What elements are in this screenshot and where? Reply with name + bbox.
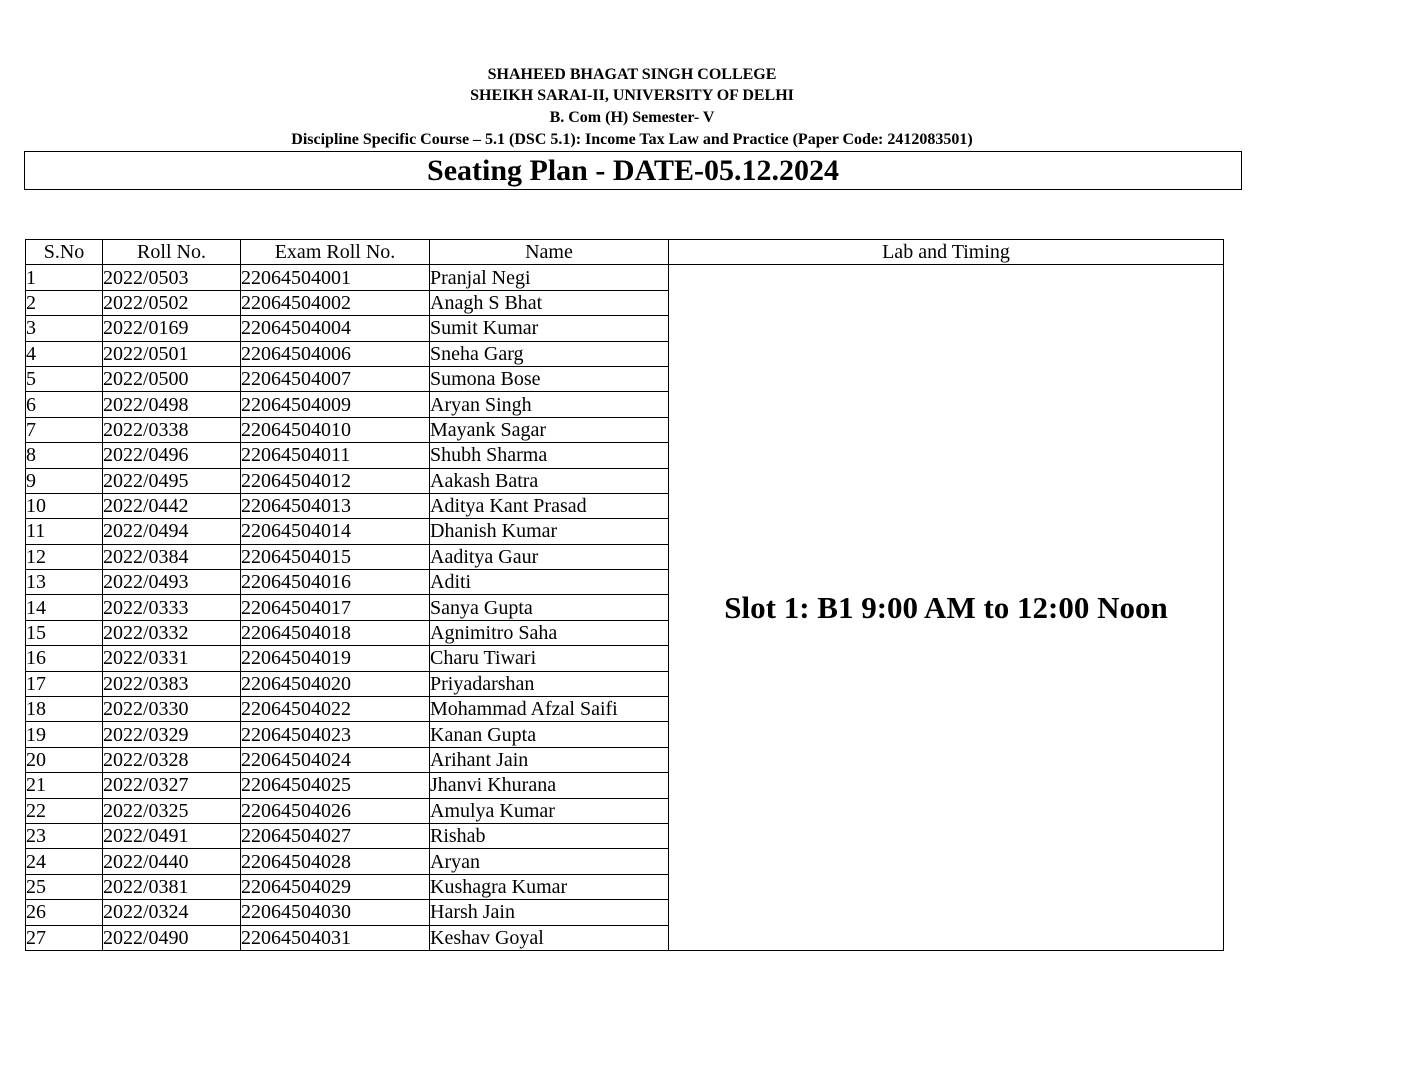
cell-roll-no: 2022/0500 (103, 366, 241, 391)
cell-sno: 22 (26, 798, 103, 823)
cell-name: Aryan Singh (430, 392, 669, 417)
cell-name: Aditi (430, 570, 669, 595)
cell-roll-no: 2022/0496 (103, 443, 241, 468)
cell-sno: 13 (26, 570, 103, 595)
cell-roll-no: 2022/0381 (103, 874, 241, 899)
cell-roll-no: 2022/0494 (103, 519, 241, 544)
cell-exam-roll-no: 22064504006 (241, 341, 430, 366)
cell-exam-roll-no: 22064504027 (241, 823, 430, 848)
cell-exam-roll-no: 22064504017 (241, 595, 430, 620)
column-header-lab-timing: Lab and Timing (669, 240, 1224, 265)
cell-roll-no: 2022/0329 (103, 722, 241, 747)
cell-name: Sumit Kumar (430, 316, 669, 341)
cell-name: Kushagra Kumar (430, 874, 669, 899)
column-header-sno: S.No (26, 240, 103, 265)
cell-name: Mayank Sagar (430, 417, 669, 442)
cell-roll-no: 2022/0325 (103, 798, 241, 823)
cell-exam-roll-no: 22064504014 (241, 519, 430, 544)
cell-name: Amulya Kumar (430, 798, 669, 823)
cell-name: Keshav Goyal (430, 925, 669, 950)
cell-roll-no: 2022/0324 (103, 900, 241, 925)
college-name: SHAHEED BHAGAT SINGH COLLEGE (487, 66, 777, 83)
college-address: SHEIKH SARAI-II, UNIVERSITY OF DELHI (470, 87, 794, 104)
cell-roll-no: 2022/0331 (103, 646, 241, 671)
cell-exam-roll-no: 22064504015 (241, 544, 430, 569)
seating-table (25, 239, 1224, 951)
cell-name: Arihant Jain (430, 747, 669, 772)
cell-name: Aakash Batra (430, 468, 669, 493)
cell-sno: 19 (26, 722, 103, 747)
cell-exam-roll-no: 22064504010 (241, 417, 430, 442)
cell-sno: 18 (26, 697, 103, 722)
cell-name: Agnimitro Saha (430, 620, 669, 645)
cell-sno: 11 (26, 519, 103, 544)
cell-sno: 2 (26, 290, 103, 315)
cell-exam-roll-no: 22064504023 (241, 722, 430, 747)
cell-roll-no: 2022/0330 (103, 697, 241, 722)
cell-sno: 3 (26, 316, 103, 341)
cell-roll-no: 2022/0384 (103, 544, 241, 569)
cell-roll-no: 2022/0333 (103, 595, 241, 620)
cell-sno: 9 (26, 468, 103, 493)
cell-exam-roll-no: 22064504011 (241, 443, 430, 468)
cell-roll-no: 2022/0442 (103, 493, 241, 518)
cell-name: Aditya Kant Prasad (430, 493, 669, 518)
cell-exam-roll-no: 22064504007 (241, 366, 430, 391)
cell-sno: 27 (26, 925, 103, 950)
cell-sno: 12 (26, 544, 103, 569)
program-name: B. Com (H) Semester- V (549, 109, 715, 126)
cell-name: Aryan (430, 849, 669, 874)
cell-name: Shubh Sharma (430, 443, 669, 468)
cell-exam-roll-no: 22064504028 (241, 849, 430, 874)
cell-name: Priyadarshan (430, 671, 669, 696)
column-header-name: Name (430, 240, 669, 265)
cell-roll-no: 2022/0502 (103, 290, 241, 315)
cell-exam-roll-no: 22064504025 (241, 773, 430, 798)
cell-exam-roll-no: 22064504016 (241, 570, 430, 595)
cell-sno: 24 (26, 849, 103, 874)
cell-name: Dhanish Kumar (430, 519, 669, 544)
cell-name: Aaditya Gaur (430, 544, 669, 569)
cell-exam-roll-no: 22064504022 (241, 697, 430, 722)
cell-roll-no: 2022/0332 (103, 620, 241, 645)
cell-sno: 26 (26, 900, 103, 925)
cell-exam-roll-no: 22064504004 (241, 316, 430, 341)
cell-name: Pranjal Negi (430, 265, 669, 290)
cell-roll-no: 2022/0383 (103, 671, 241, 696)
cell-exam-roll-no: 22064504013 (241, 493, 430, 518)
cell-roll-no: 2022/0338 (103, 417, 241, 442)
cell-name: Anagh S Bhat (430, 290, 669, 315)
cell-exam-roll-no: 22064504018 (241, 620, 430, 645)
cell-name: Mohammad Afzal Saifi (430, 697, 669, 722)
cell-roll-no: 2022/0491 (103, 823, 241, 848)
cell-name: Charu Tiwari (430, 646, 669, 671)
cell-sno: 23 (26, 823, 103, 848)
column-header-roll-no: Roll No. (103, 240, 241, 265)
cell-roll-no: 2022/0495 (103, 468, 241, 493)
cell-name: Harsh Jain (430, 900, 669, 925)
cell-exam-roll-no: 22064504019 (241, 646, 430, 671)
cell-sno: 1 (26, 265, 103, 290)
cell-sno: 20 (26, 747, 103, 772)
cell-exam-roll-no: 22064504031 (241, 925, 430, 950)
cell-name: Sanya Gupta (430, 595, 669, 620)
cell-roll-no: 2022/0327 (103, 773, 241, 798)
cell-name: Sumona Bose (430, 366, 669, 391)
cell-name: Kanan Gupta (430, 722, 669, 747)
cell-name: Rishab (430, 823, 669, 848)
cell-sno: 17 (26, 671, 103, 696)
cell-sno: 5 (26, 366, 103, 391)
cell-exam-roll-no: 22064504012 (241, 468, 430, 493)
cell-sno: 7 (26, 417, 103, 442)
cell-sno: 21 (26, 773, 103, 798)
cell-exam-roll-no: 22064504001 (241, 265, 430, 290)
cell-roll-no: 2022/0501 (103, 341, 241, 366)
cell-exam-roll-no: 22064504009 (241, 392, 430, 417)
cell-roll-no: 2022/0503 (103, 265, 241, 290)
cell-roll-no: 2022/0328 (103, 747, 241, 772)
column-header-exam-roll-no: Exam Roll No. (241, 240, 430, 265)
cell-roll-no: 2022/0490 (103, 925, 241, 950)
cell-roll-no: 2022/0169 (103, 316, 241, 341)
cell-sno: 14 (26, 595, 103, 620)
cell-sno: 25 (26, 874, 103, 899)
cell-sno: 4 (26, 341, 103, 366)
page-title: Seating Plan - DATE-05.12.2024 (24, 151, 1242, 190)
seating-table-body (26, 265, 1224, 951)
cell-sno: 16 (26, 646, 103, 671)
cell-sno: 6 (26, 392, 103, 417)
cell-exam-roll-no: 22064504024 (241, 747, 430, 772)
cell-name: Jhanvi Khurana (430, 773, 669, 798)
course-name: Discipline Specific Course – 5.1 (DSC 5.1): Income Tax Law and Practice (Paper Code: 2412083501) (291, 131, 973, 148)
table-row (26, 265, 1224, 290)
cell-sno: 15 (26, 620, 103, 645)
lab-timing-slot: Slot 1: B1 9:00 AM to 12:00 Noon (669, 265, 1224, 951)
cell-exam-roll-no: 22064504029 (241, 874, 430, 899)
cell-roll-no: 2022/0498 (103, 392, 241, 417)
cell-sno: 10 (26, 493, 103, 518)
cell-roll-no: 2022/0440 (103, 849, 241, 874)
cell-exam-roll-no: 22064504026 (241, 798, 430, 823)
cell-exam-roll-no: 22064504002 (241, 290, 430, 315)
cell-name: Sneha Garg (430, 341, 669, 366)
cell-exam-roll-no: 22064504020 (241, 671, 430, 696)
cell-exam-roll-no: 22064504030 (241, 900, 430, 925)
table-header-row (26, 240, 1224, 265)
cell-roll-no: 2022/0493 (103, 570, 241, 595)
cell-sno: 8 (26, 443, 103, 468)
